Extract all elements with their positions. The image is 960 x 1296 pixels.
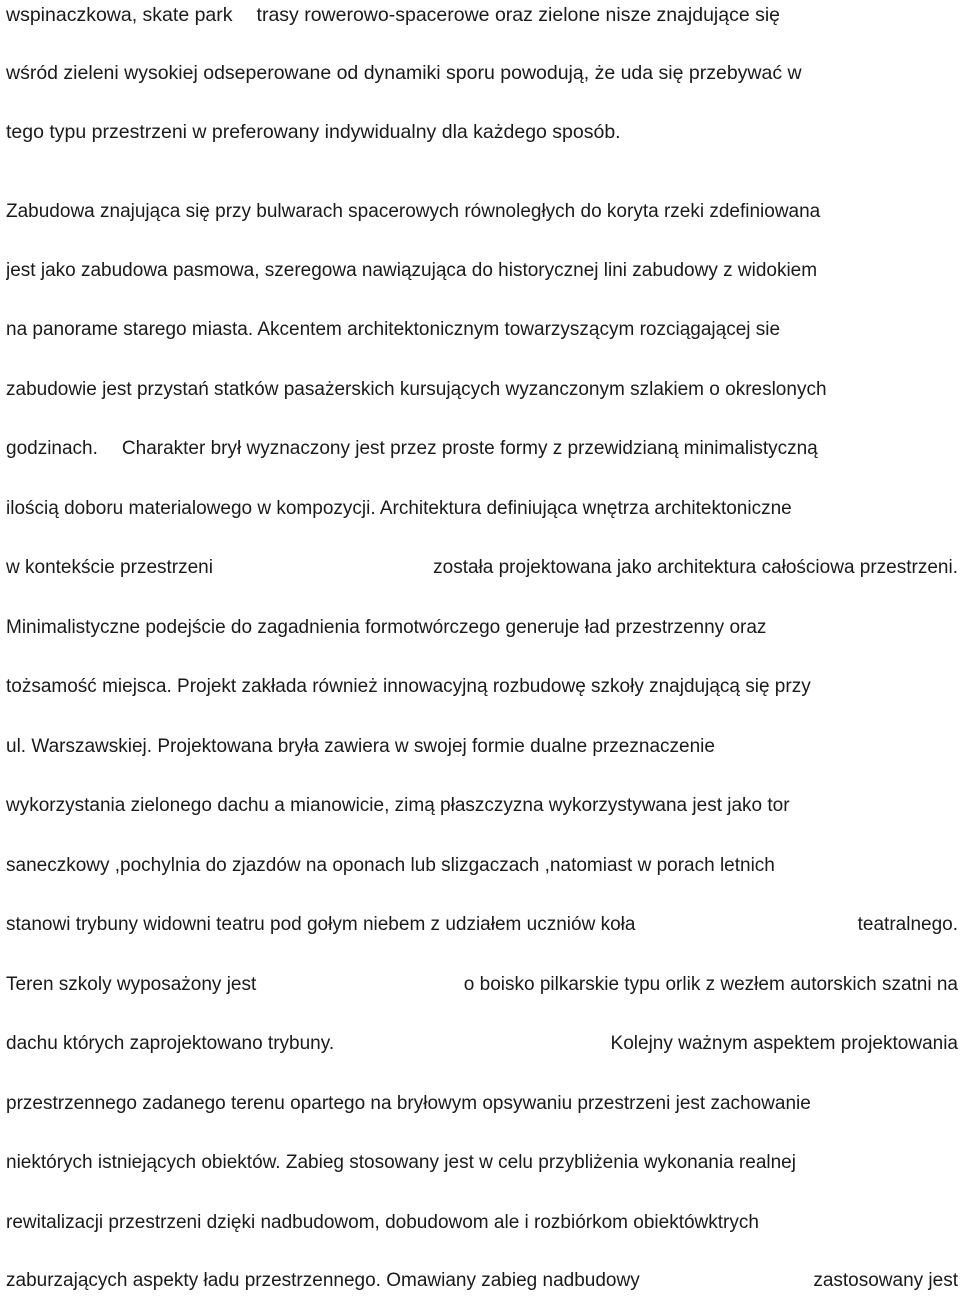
text-line: przestrzennego zadanego terenu opartego na bryłowym opsywaniu przestrzeni jest zachowanie bbox=[6, 1093, 811, 1114]
text-line: rewitalizacji przestrzeni dzięki nadbudowom, dobudowom ale i rozbiórkom obiektówktrych bbox=[6, 1212, 759, 1233]
text-segment: została projektowana jako architektura całościowa przestrzeni. bbox=[433, 557, 958, 578]
text-segment: Charakter brył wyznaczony jest przez proste formy z przewidzianą minimalistyczną bbox=[121, 438, 818, 459]
text-line: wśród zieleni wysokiej odseperowane od dynamiki sporu powodują, że uda się przebywać w bbox=[6, 62, 802, 84]
text-segment: trasy rowerowo-spacerowe oraz zielone nisze znajdujące się bbox=[256, 4, 781, 26]
text-segment: Teren szkoly wyposażony jest bbox=[6, 974, 257, 995]
text-line bbox=[6, 553, 958, 583]
text-line: tego typu przestrzeni w preferowany indywidualny dla każdego sposób. bbox=[6, 121, 621, 143]
text-line bbox=[6, 970, 958, 1000]
text-line: saneczkowy ,pochylnia do zjazdów na oponach lub slizgaczach ,natomiast w porach letnich bbox=[6, 855, 775, 876]
text-line: zabudowie jest przystań statków pasażerskich kursujących wyzanczonym szlakiem o okreslonych bbox=[6, 379, 827, 400]
text-line bbox=[6, 1266, 958, 1296]
text-segment: zastosowany jest bbox=[813, 1270, 958, 1291]
text-line bbox=[6, 434, 958, 464]
text-line: tożsamość miejsca. Projekt zakłada również innowacyjną rozbudowę szkoły znajdującą się przy bbox=[6, 676, 811, 697]
text-segment: wspinaczkowa, skate park bbox=[6, 4, 233, 26]
text-line: Zabudowa znajująca się przy bulwarach spacerowych równoległych do koryta rzeki zdefiniowana bbox=[6, 201, 821, 222]
text-line: ul. Warszawskiej. Projektowana bryła zawiera w swojej formie dualne przeznaczenie bbox=[6, 736, 715, 757]
text-line: niektórych istniejących obiektów. Zabieg stosowany jest w celu przybliżenia wykonania realnej bbox=[6, 1152, 796, 1173]
text-line: wykorzystania zielonego dachu a mianowicie, zimą płaszczyzna wykorzystywana jest jako tor bbox=[6, 795, 790, 816]
text-segment: na panorame starego miasta. Akcentem architektonicznym towarzyszącym rozciągającej sie bbox=[6, 319, 781, 340]
text-segment: w kontekście przestrzeni bbox=[6, 557, 213, 578]
text-segment: teatralnego. bbox=[857, 914, 958, 935]
text-segment: godzinach. bbox=[6, 438, 98, 459]
text-segment: stanowi trybuny widowni teatru pod gołym niebem z udziałem uczniów koła bbox=[6, 914, 636, 935]
text-line: ilością doboru materialowego w kompozycji. Architektura definiująca wnętrza architektoniczne bbox=[6, 498, 792, 519]
text-line bbox=[6, 910, 958, 940]
text-line: Minimalistyczne podejście do zagadnienia formotwórczego generuje ład przestrzenny oraz bbox=[6, 617, 767, 638]
text-line bbox=[6, 1029, 958, 1059]
text-segment: zaburzających aspekty ładu przestrzennego. Omawiany zabieg nadbudowy bbox=[6, 1270, 640, 1291]
text-segment: o boisko pilkarskie typu orlik z wezłem autorskich szatni na bbox=[463, 974, 958, 995]
text-segment: dachu których zaprojektowano trybuny. bbox=[6, 1033, 335, 1054]
text-line: jest jako zabudowa pasmowa, szeregowa nawiązująca do historycznej lini zabudowy z widokiem bbox=[6, 260, 818, 281]
text-line bbox=[6, 315, 958, 345]
text-line bbox=[6, 0, 958, 30]
text-segment: Kolejny ważnym aspektem projektowania bbox=[610, 1033, 958, 1054]
